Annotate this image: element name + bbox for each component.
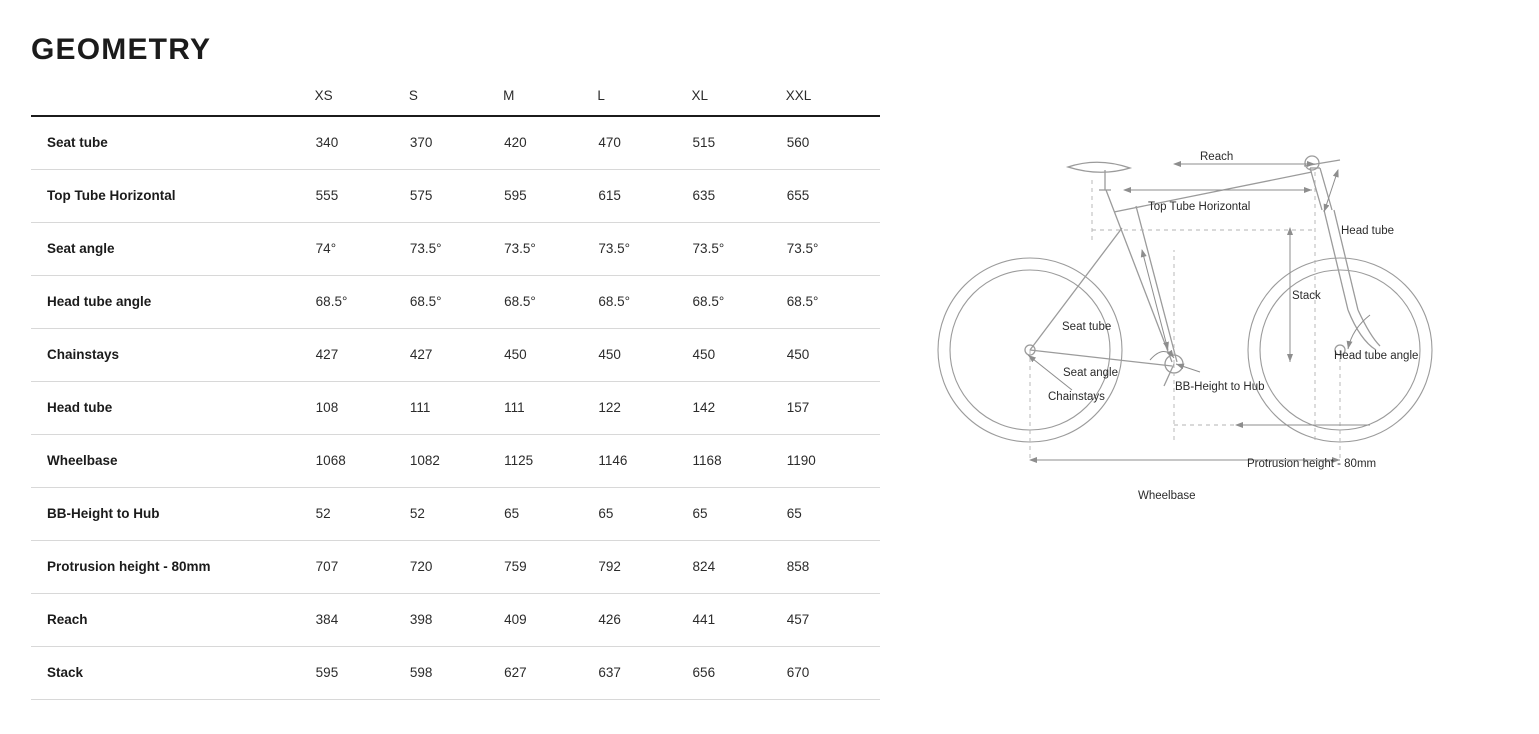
cell-value: 598 [409, 646, 503, 699]
cell-value: 555 [315, 169, 409, 222]
column-header-l: L [597, 88, 691, 116]
table-row [31, 540, 880, 593]
cell-value: 450 [597, 328, 691, 381]
cell-value: 68.5° [503, 275, 597, 328]
cell-value: 656 [692, 646, 786, 699]
cell-value: 635 [692, 169, 786, 222]
table-row [31, 593, 880, 646]
cell-value: 1146 [597, 434, 691, 487]
cell-value: 420 [503, 116, 597, 169]
cell-value: 792 [597, 540, 691, 593]
cell-value: 426 [597, 593, 691, 646]
cell-value: 615 [597, 169, 691, 222]
column-header-s: S [409, 88, 503, 116]
table-row [31, 381, 880, 434]
table-row [31, 434, 880, 487]
diagram-label-protrusion-height: Protrusion height - 80mm [1247, 458, 1377, 470]
row-label: Seat tube [31, 116, 315, 169]
cell-value: 73.5° [409, 222, 503, 275]
cell-value: 441 [692, 593, 786, 646]
cell-value: 65 [597, 487, 691, 540]
cell-value: 627 [503, 646, 597, 699]
row-label: Chainstays [31, 328, 315, 381]
table-row [31, 116, 880, 169]
cell-value: 450 [503, 328, 597, 381]
cell-value: 655 [786, 169, 880, 222]
cell-value: 65 [503, 487, 597, 540]
cell-value: 707 [315, 540, 409, 593]
row-label: Wheelbase [31, 434, 315, 487]
cell-value: 142 [692, 381, 786, 434]
cell-value: 759 [503, 540, 597, 593]
cell-value: 824 [692, 540, 786, 593]
diagram-label-reach: Reach [1200, 151, 1234, 163]
column-header-xl: XL [692, 88, 786, 116]
cell-value: 52 [409, 487, 503, 540]
diagram-label-top-tube-horizontal: Top Tube Horizontal [1148, 201, 1251, 213]
cell-value: 427 [409, 328, 503, 381]
geometry-table-wrapper [31, 88, 880, 700]
cell-value: 858 [786, 540, 880, 593]
column-header-m: M [503, 88, 597, 116]
cell-value: 575 [409, 169, 503, 222]
column-header-xxl: XXL [786, 88, 880, 116]
row-label: Reach [31, 593, 315, 646]
table-header-row [31, 88, 880, 116]
diagram-label-wheelbase: Wheelbase [1138, 490, 1196, 502]
table-row [31, 169, 880, 222]
cell-value: 340 [315, 116, 409, 169]
cell-value: 68.5° [692, 275, 786, 328]
column-header-xs: XS [315, 88, 409, 116]
cell-value: 457 [786, 593, 880, 646]
cell-value: 52 [315, 487, 409, 540]
cell-value: 1082 [409, 434, 503, 487]
row-label: Protrusion height - 80mm [31, 540, 315, 593]
cell-value: 122 [597, 381, 691, 434]
diagram-label-head-tube: Head tube [1341, 225, 1395, 237]
diagram-label-head-tube-angle: Head tube angle [1334, 350, 1419, 362]
table-header [31, 88, 880, 116]
cell-value: 384 [315, 593, 409, 646]
diagram-label-stack: Stack [1292, 290, 1321, 302]
row-label: Stack [31, 646, 315, 699]
cell-value: 515 [692, 116, 786, 169]
cell-value: 68.5° [315, 275, 409, 328]
diagram-label-seat-angle: Seat angle [1063, 367, 1118, 379]
cell-value: 409 [503, 593, 597, 646]
table-row [31, 646, 880, 699]
cell-value: 157 [786, 381, 880, 434]
row-label: Seat angle [31, 222, 315, 275]
cell-value: 670 [786, 646, 880, 699]
table-row [31, 275, 880, 328]
table-row [31, 328, 880, 381]
cell-value: 65 [692, 487, 786, 540]
cell-value: 450 [786, 328, 880, 381]
cell-value: 427 [315, 328, 409, 381]
cell-value: 65 [786, 487, 880, 540]
cell-value: 68.5° [786, 275, 880, 328]
cell-value: 111 [503, 381, 597, 434]
row-label: BB-Height to Hub [31, 487, 315, 540]
cell-value: 720 [409, 540, 503, 593]
cell-value: 111 [409, 381, 503, 434]
cell-value: 68.5° [597, 275, 691, 328]
cell-value: 1068 [315, 434, 409, 487]
cell-value: 370 [409, 116, 503, 169]
cell-value: 108 [315, 381, 409, 434]
cell-value: 637 [597, 646, 691, 699]
cell-value: 68.5° [409, 275, 503, 328]
cell-value: 1190 [786, 434, 880, 487]
cell-value: 73.5° [692, 222, 786, 275]
cell-value: 595 [503, 169, 597, 222]
cell-value: 73.5° [597, 222, 691, 275]
table-body [31, 116, 880, 699]
cell-value: 470 [597, 116, 691, 169]
construction-lines [1030, 172, 1370, 460]
table-row [31, 487, 880, 540]
diagram-label-bb-height-to-hub: BB-Height to Hub [1175, 381, 1265, 393]
row-label: Head tube [31, 381, 315, 434]
row-label: Head tube angle [31, 275, 315, 328]
diagram-label-chainstays: Chainstays [1048, 391, 1105, 403]
cell-value: 560 [786, 116, 880, 169]
cell-value: 73.5° [503, 222, 597, 275]
bicycle-geometry-diagram [900, 150, 1520, 550]
diagram-labels [1048, 151, 1418, 502]
cell-value: 595 [315, 646, 409, 699]
geometry-table [31, 88, 880, 700]
diagram-label-seat-tube: Seat tube [1062, 321, 1112, 333]
page-title: GEOMETRY [31, 33, 212, 66]
cell-value: 1168 [692, 434, 786, 487]
row-label: Top Tube Horizontal [31, 169, 315, 222]
table-row [31, 222, 880, 275]
cell-value: 398 [409, 593, 503, 646]
cell-value: 1125 [503, 434, 597, 487]
cell-value: 73.5° [786, 222, 880, 275]
cell-value: 450 [692, 328, 786, 381]
column-header-measure [31, 88, 315, 116]
cell-value: 74° [315, 222, 409, 275]
